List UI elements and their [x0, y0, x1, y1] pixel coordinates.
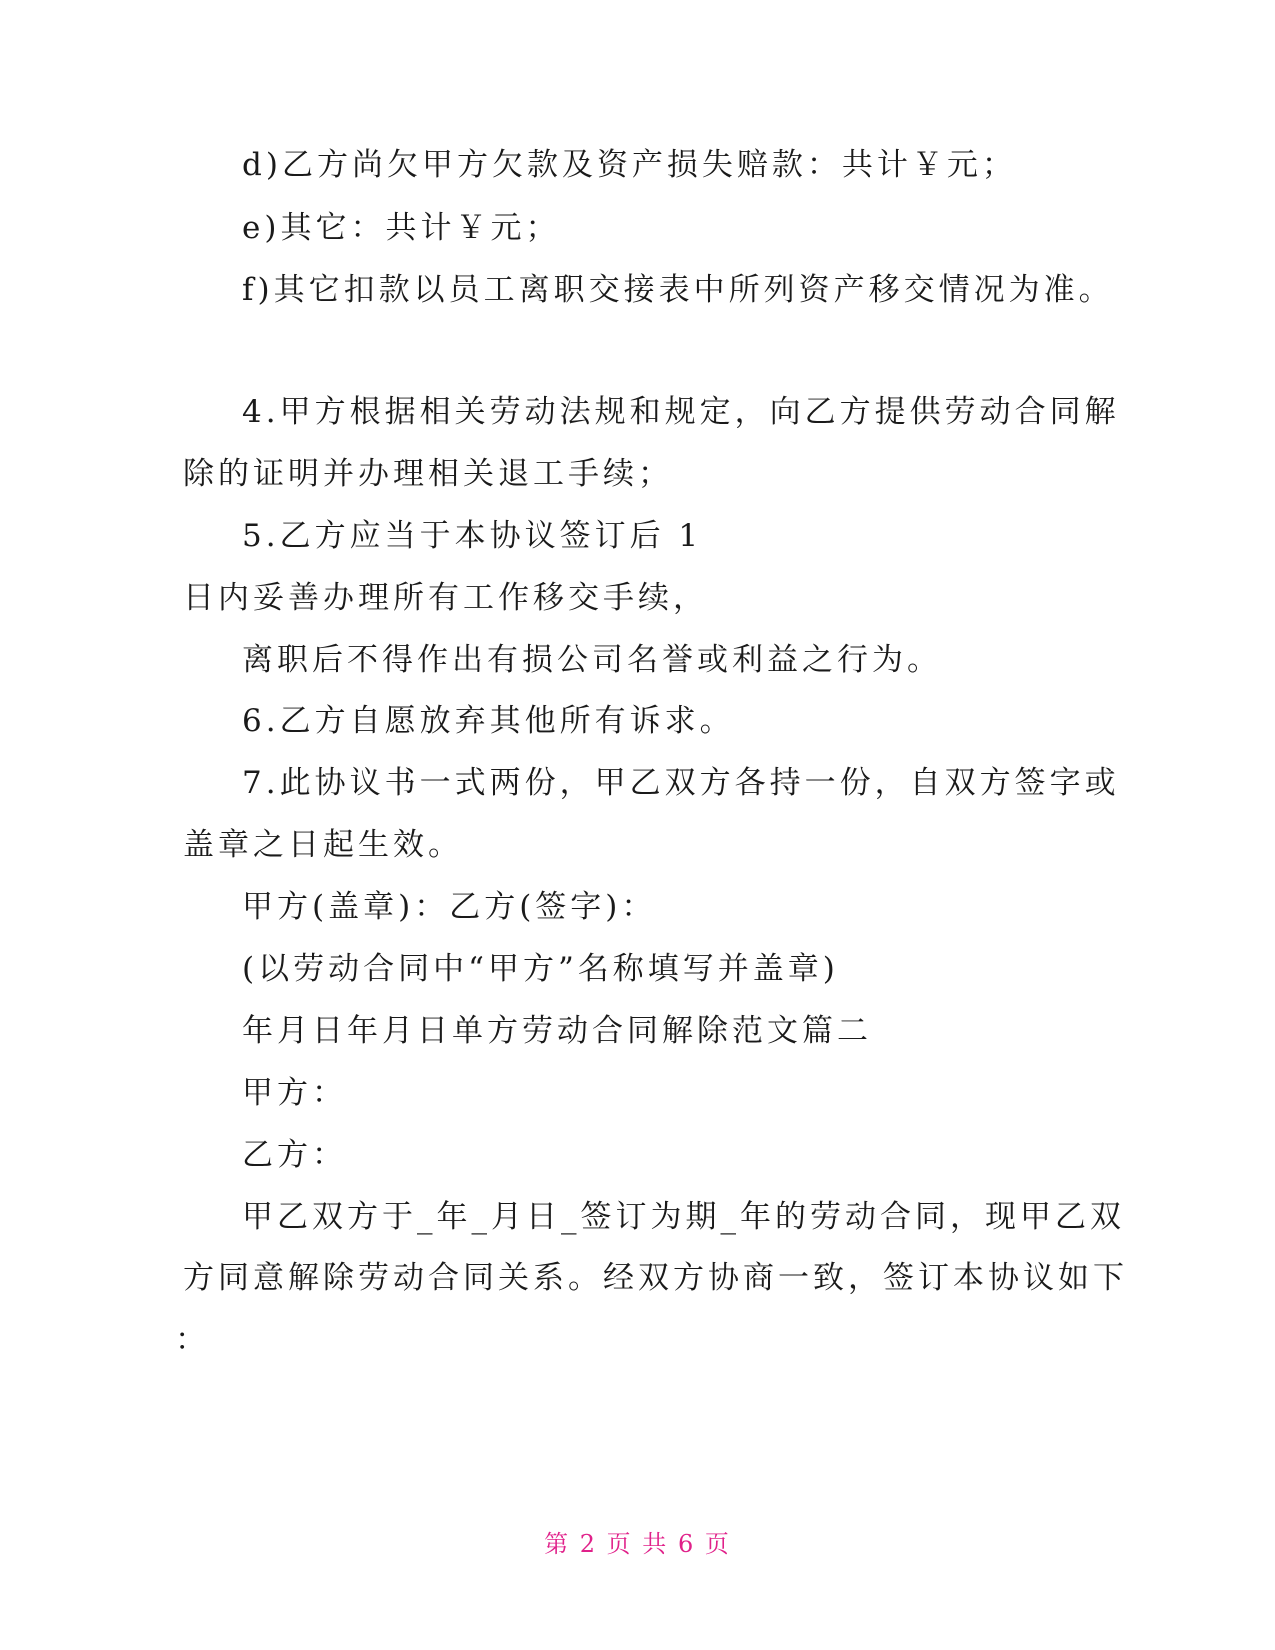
signature-line: 甲方(盖章)：乙方(签字)： — [242, 889, 657, 925]
clause-f: f)其它扣款以员工离职交接表中所列资产移交情况为准。 — [242, 272, 1114, 308]
agreement-intro-line-1: 甲乙双方于_年_月日_签订为期_年的劳动合同，现甲乙双 — [242, 1199, 1125, 1235]
clause-5-line-2: 日内妥善办理所有工作移交手续， — [183, 580, 708, 616]
agreement-intro-line-3: ： — [175, 1322, 210, 1358]
clause-6: 6.乙方自愿放弃其他所有诉求。 — [242, 703, 735, 739]
clause-5-line-3: 离职后不得作出有损公司名誉或利益之行为。 — [242, 642, 942, 678]
clause-4-line-1: 4.甲方根据相关劳动法规和规定，向乙方提供劳动合同解 — [242, 394, 1120, 430]
clause-7-line-1: 7.此协议书一式两份，甲乙双方各持一份，自双方签字或 — [242, 765, 1120, 801]
date-and-section-title: 年月日年月日单方劳动合同解除范文篇二 — [242, 1013, 872, 1049]
clause-7-line-2: 盖章之日起生效。 — [183, 827, 463, 863]
seal-note: (以劳动合同中“甲方”名称填写并盖章) — [242, 951, 839, 987]
page-number-footer: 第 2 页 共 6 页 — [544, 1530, 731, 1558]
party-a-label: 甲方： — [242, 1075, 347, 1111]
clause-4-line-2: 除的证明并办理相关退工手续； — [183, 456, 673, 492]
party-b-label: 乙方： — [242, 1137, 347, 1173]
agreement-intro-line-2: 方同意解除劳动合同关系。经双方协商一致，签订本协议如下 — [183, 1260, 1128, 1296]
clause-5-line-1: 5.乙方应当于本协议签订后 1 — [242, 518, 703, 554]
clause-d: d)乙方尚欠甲方欠款及资产损失赔款：共计￥元； — [242, 147, 1017, 183]
clause-e: e)其它：共计￥元； — [242, 210, 561, 246]
